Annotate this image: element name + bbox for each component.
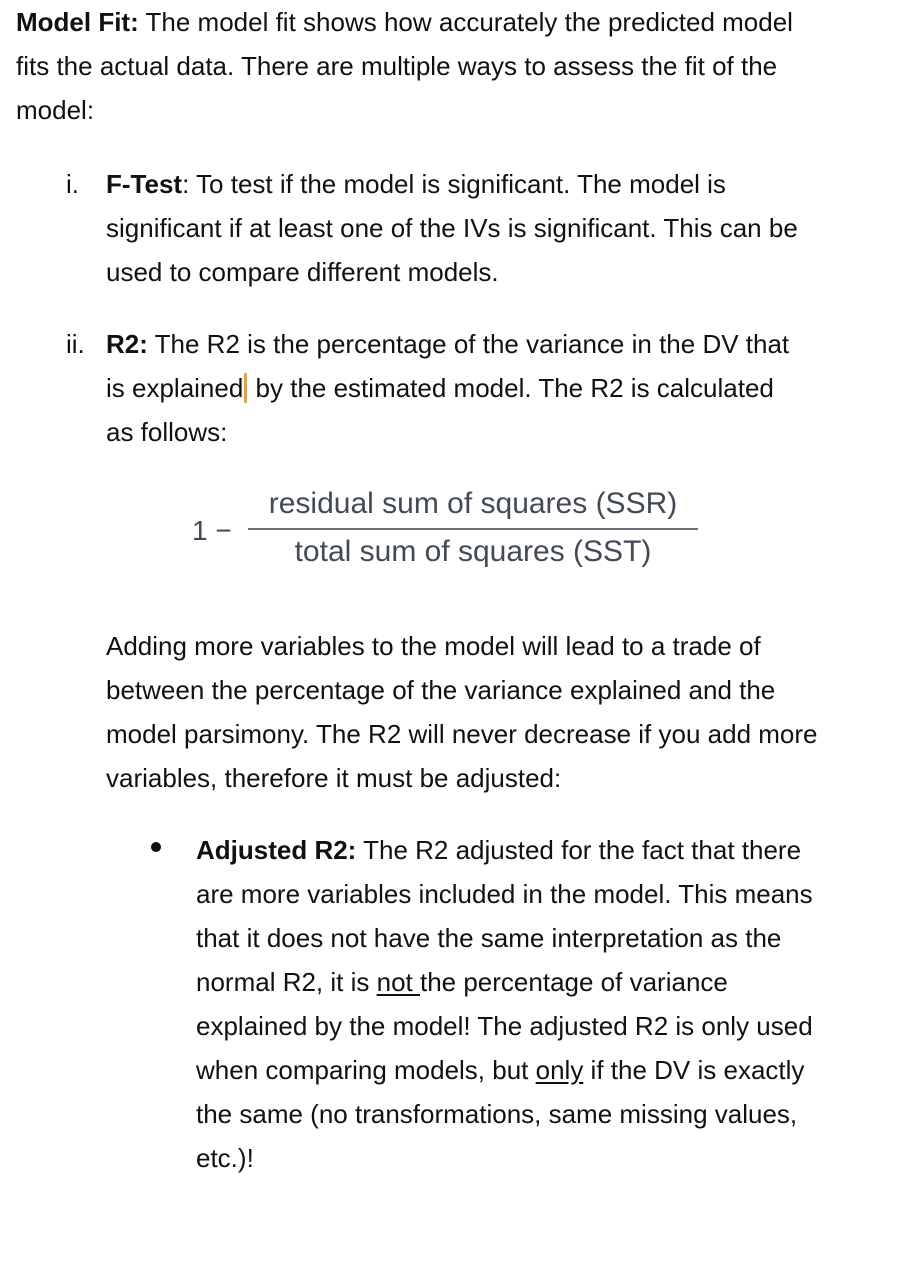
- r2-formula: [190, 484, 710, 580]
- list-item-r2: [106, 322, 806, 454]
- list-marker-ii: ii.: [66, 329, 85, 359]
- adjusted-r2-label: Adjusted R2:: [196, 835, 357, 865]
- formula-denominator: total sum of squares (SST): [294, 535, 652, 568]
- list-item-f-test: [106, 162, 806, 294]
- adjusted-r2-text3: if the DV is exactly the same (no transformations, same missing values, etc.)!: [196, 1055, 805, 1173]
- adjusted-r2-text2: the percentage of variance explained by the model! The adjusted R2 is only used when comparing models, but: [196, 967, 813, 1085]
- underlined-not: not: [376, 967, 420, 997]
- intro-text: The model fit shows how accurately the predicted model fits the actual data. There are multiple ways to assess the fit of the model:: [16, 7, 793, 125]
- r2-label: R2:: [106, 329, 148, 359]
- r2-text-part2: by the estimated model. The R2 is calculated as follows:: [106, 373, 774, 447]
- intro-label: Model Fit:: [16, 7, 139, 37]
- adjusted-r2-text1: The R2 adjusted for the fact that there are more variables included in the model. This means that it does not have the same interpretation as the normal R2, it is: [196, 835, 813, 997]
- r2-text-part1: The R2 is the percentage of the variance in the DV that is explained: [106, 329, 790, 403]
- bullet-item-adjusted-r2: [196, 828, 816, 1180]
- adding-variables-paragraph: Adding more variables to the model will lead to a trade of between the percentage of the variance explained and the model parsimony. The R2 will never decrease if you add more variables, therefore it must be adjusted:: [106, 631, 818, 793]
- f-test-text: : To test if the model is significant. The model is significant if at least one of the IVs is significant. This can be used to compare different models.: [106, 169, 798, 287]
- formula-fraction: [242, 484, 704, 572]
- formula-numerator: residual sum of squares (SSR): [268, 487, 678, 520]
- text-cursor: [244, 373, 247, 403]
- list-marker-i: i.: [66, 169, 79, 199]
- bullet-dot-icon: [151, 842, 161, 852]
- f-test-label: F-Test: [106, 169, 183, 199]
- underlined-only: only: [535, 1055, 584, 1085]
- intro-paragraph: [16, 0, 816, 132]
- formula-one-minus: 1 −: [192, 515, 232, 546]
